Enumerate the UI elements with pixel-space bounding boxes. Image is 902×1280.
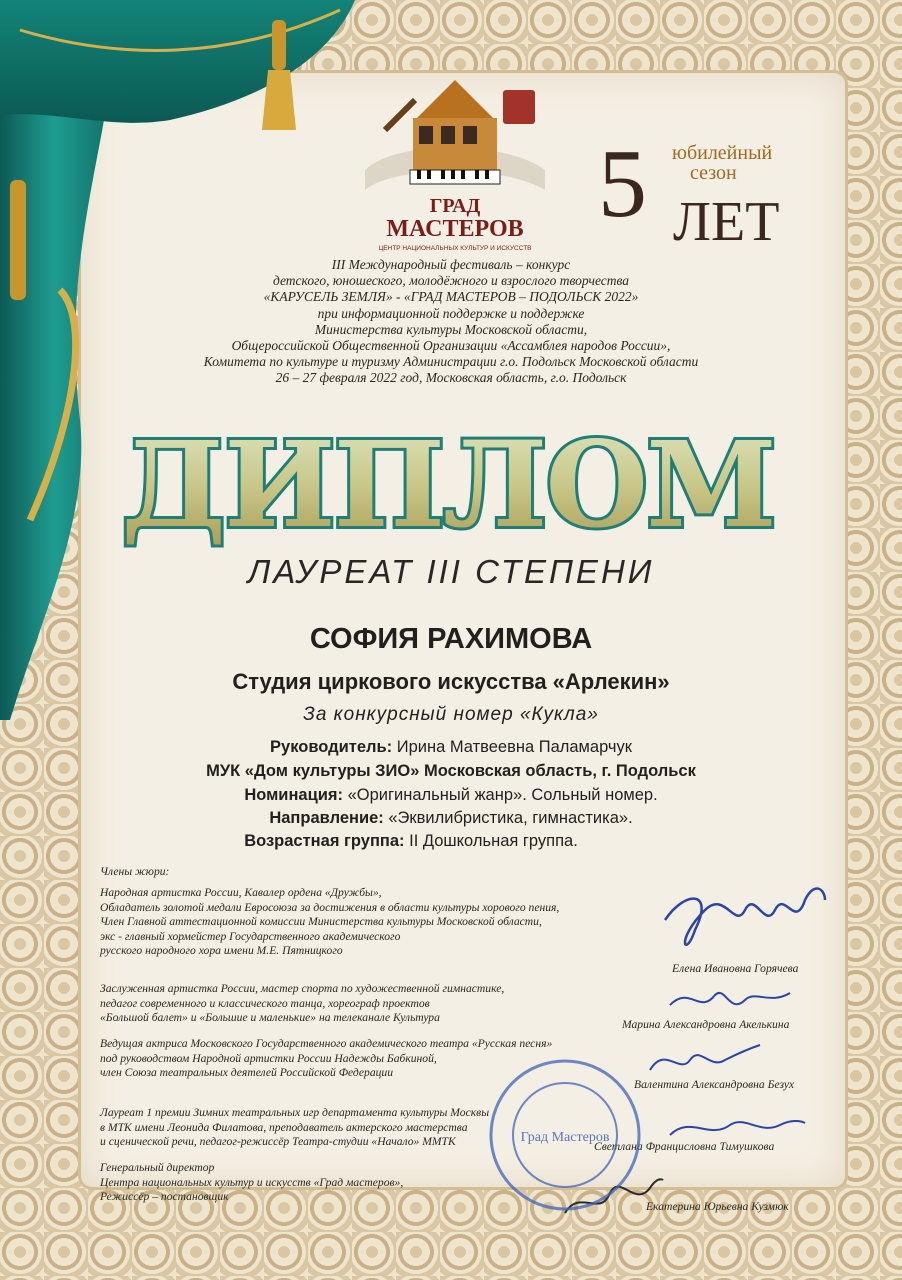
jury-name-2: Марина Александровна Акелькина (622, 1018, 790, 1031)
jury-line: Народная артистка России, Кавалер ордена «Дружбы», (100, 886, 382, 899)
stamp-center-text: Град Мастеров (520, 1130, 610, 1145)
official-stamp-icon (485, 1055, 645, 1215)
festival-line: при информационной поддержке и поддержке (317, 305, 585, 321)
leader-label: Руководитель: (270, 738, 393, 756)
nomination-label: Номинация: (244, 786, 344, 804)
direction-value: «Эквилибристика, гимнастика». (383, 809, 633, 827)
jury-line: Заслуженная артистка России, мастер спорта по художественной гимнастике, (100, 982, 505, 995)
jury-block-2 (100, 982, 620, 1026)
jury-line: педагог современного и классического танца, хореограф проектов (100, 996, 430, 1010)
logo-subtitle: ЦЕНТР НАЦИОНАЛЬНЫХ КУЛЬТУР И ИСКУССТВ (378, 245, 532, 252)
jury-name-1: Елена Ивановна Горячева (672, 962, 799, 975)
festival-line: Комитета по культуре и туризму Администрации г.о. Подольск Московской области (203, 354, 699, 370)
jubilee-number: 5 (598, 130, 647, 238)
festival-line: Министерства культуры Московской области, (314, 321, 588, 337)
festival-info (0, 257, 902, 387)
direction-line (0, 809, 902, 828)
festival-line: III Международный фестиваль – конкурс (331, 257, 571, 272)
jury-line: Центра национальных культур и искусств «Град мастеров», (100, 1175, 404, 1189)
jury-line: русского народного хора имени М.Е. Пятницкого (100, 944, 343, 958)
signature-2-icon (660, 975, 800, 1025)
festival-line: 26 – 27 февраля 2022 год, Московская область, г.о. Подольск (275, 370, 627, 386)
nomination-value: «Оригинальный жанр». Сольный номер. (343, 786, 658, 804)
festival-line: «КАРУСЕЛЬ ЗЕМЛЯ» - «ГРАД МАСТЕРОВ – ПОДОЛЬСК 2022» (263, 289, 639, 305)
direction-label: Направление: (269, 809, 384, 827)
leader-line (0, 738, 902, 757)
studio-name: Студия циркового искусства «Арлекин» (232, 669, 670, 694)
jury-line: под руководством Народной артистки России Надежды Бабкиной, (100, 1051, 437, 1065)
laureate-degree: ЛАУРЕАТ III СТЕПЕНИ (247, 553, 655, 590)
jury-name-3: Валентина Александровна Безух (634, 1078, 795, 1091)
jury-block-1 (100, 886, 620, 959)
jury-name-5: Екатерина Юрьевна Кузмюк (646, 1200, 789, 1213)
jury-line: и сценической речи, педагог-режиссёр Театра-студии «Начало» ММТК (100, 1135, 456, 1149)
signature-1-icon (655, 870, 835, 970)
festival-line: детского, юношеского, молодёжного и взрослого творчества (272, 273, 630, 289)
jury-name-4: Светлана Францисловна Тимушкова (594, 1140, 775, 1153)
leader-value: Ирина Матвеевна Паламарчук (392, 738, 632, 756)
festival-line: Общероссийской Общественной Организации «Ассамблея народов России», (231, 338, 671, 354)
jury-line: Лауреат 1 премии Зимних театральных игр департамента культуры Москвы (100, 1106, 490, 1119)
logo-title-line2: МАСТЕРОВ (386, 216, 524, 242)
signature-3-icon (640, 1035, 770, 1085)
jubilee-line2: сезон (690, 162, 737, 184)
organization: МУК «Дом культуры ЗИО» Московская область, г. Подольск (206, 762, 696, 780)
jury-line: Режиссёр – постановщик (100, 1190, 229, 1204)
jury-line: «Большой балет» и «Большие и маленькие» на телеканале Культура (100, 1011, 440, 1025)
jubilee-word: ЛЕТ (673, 191, 780, 253)
curtain-swag (0, 0, 360, 140)
jury-line: Ведущая актриса Московского Государственного академического театра «Русская песня» (100, 1037, 553, 1050)
jubilee-line1: юбилейный (672, 142, 773, 164)
nomination-line (0, 786, 902, 805)
diploma-title (121, 408, 775, 554)
jury-heading: Члены жюри: (100, 865, 170, 878)
age-group-line (0, 832, 862, 851)
age-label: Возрастная группа: (244, 832, 405, 850)
jury-line: Член Главной аттестационной комиссии Министерства культуры Московской области, (100, 915, 542, 929)
signature-4-icon (660, 1105, 810, 1150)
grad-masterov-logo-icon (355, 60, 555, 260)
logo-title-line1: ГРАД (429, 195, 481, 217)
jury-line: экс - главный хормейстер Государственного академического (100, 929, 401, 943)
jury-line: в МТК имени Леонида Филатова, преподаватель актерского мастерства (100, 1120, 468, 1134)
diploma-title-text: ДИПЛОМ (121, 415, 775, 554)
performance-title: За конкурсный номер «Кукла» (303, 704, 599, 725)
recipient-name: СОФИЯ РАХИМОВА (309, 623, 593, 655)
jury-line: Генеральный директор (100, 1161, 215, 1174)
jury-line: член Союза театральных деятелей Российской Федерации (100, 1066, 394, 1080)
jubilee-badge (598, 130, 808, 260)
jury-line: Обладатель золотой медали Евросоюза за достижения в области культуры хорового пения, (100, 900, 560, 914)
age-value: II Дошкольная группа. (404, 832, 578, 850)
